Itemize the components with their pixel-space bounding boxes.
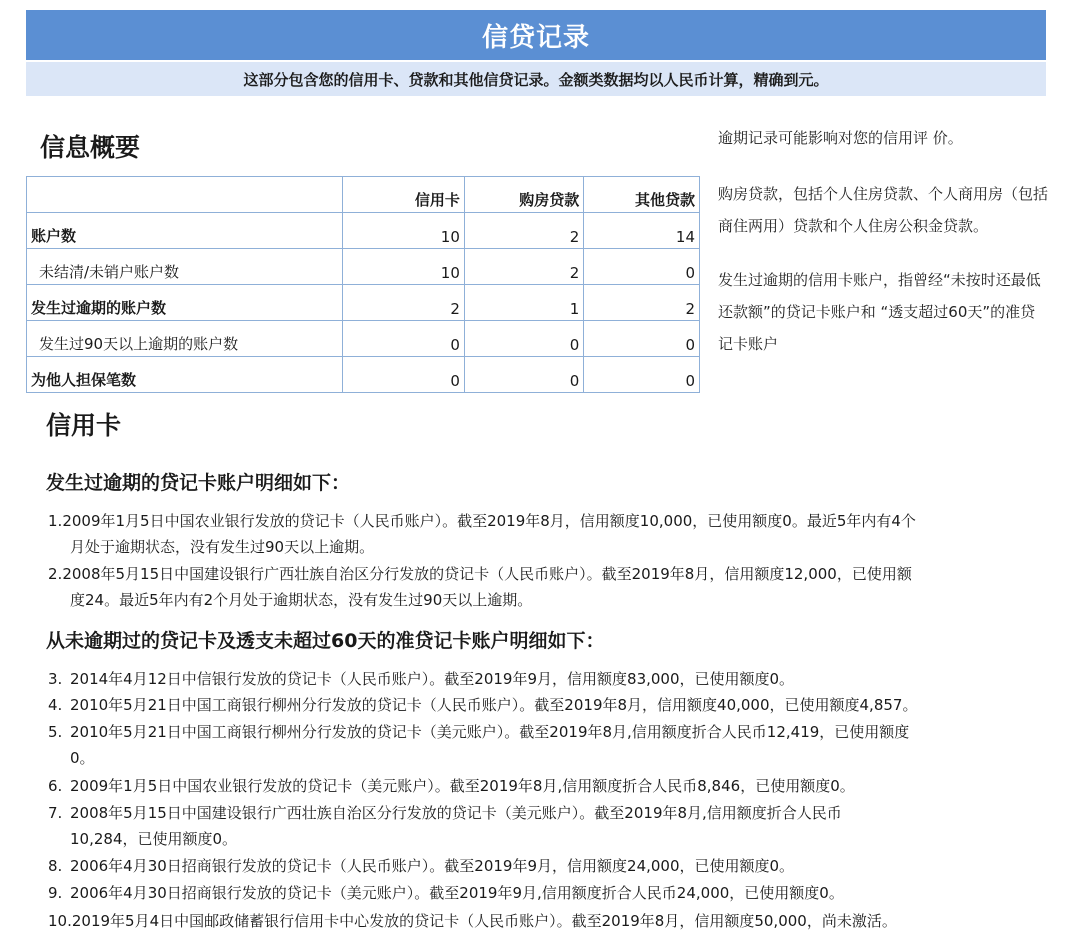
item-text: 2009年1月5日中国农业银行发放的贷记卡（人民币账户）。截至2019年8月，信用额度10,000，已使用额度0。最近5年内有4个 <box>62 512 916 530</box>
item-number: 8. <box>48 857 63 875</box>
list-item <box>48 773 1048 799</box>
row-label: 为他人担保笔数 <box>27 357 343 393</box>
list-item <box>48 880 1048 906</box>
overdue-accounts-heading: 发生过逾期的贷记卡账户明细如下： <box>46 472 351 494</box>
item-text-continued: 度24。最近5年内有2个月处于逾期状态，没有发生过90天以上逾期。 <box>70 591 533 609</box>
item-number: 2. <box>48 565 63 583</box>
row-label: 发生过90天以上逾期的账户数 <box>27 321 343 357</box>
header-cell-mortgage: 购房贷款 <box>464 177 583 213</box>
item-text-continued: 10,284，已使用额度0。 <box>70 830 238 848</box>
list-item <box>48 719 1048 771</box>
list-item <box>48 908 1048 934</box>
cell-value: 0 <box>464 357 583 393</box>
cell-value: 10 <box>343 213 464 249</box>
item-text: 2009年1月5日中国农业银行发放的贷记卡（美元账户）。截至2019年8月,信用额度折合人民币8,846，已使用额度0。 <box>70 777 855 795</box>
section-subtitle: 这部分包含您的信用卡、贷款和其他信贷记录。金额类数据均以人民币计算，精确到元。 <box>243 70 829 89</box>
table-row <box>27 213 700 249</box>
item-text-continued: 0。 <box>70 749 95 767</box>
table-row <box>27 285 700 321</box>
note-mortgage-definition: 购房贷款，包括个人住房贷款、个人商用房（包括商住两用）贷款和个人住房公积金贷款。 <box>718 185 1049 235</box>
overview-table-header <box>27 177 700 213</box>
cell-value: 2 <box>464 213 583 249</box>
cell-value: 0 <box>343 357 464 393</box>
cell-value: 10 <box>343 249 464 285</box>
item-number: 3. <box>48 670 63 688</box>
item-number: 9. <box>48 884 63 902</box>
cell-value: 1 <box>464 285 583 321</box>
cell-value: 0 <box>584 321 700 357</box>
section-title: 信贷记录 <box>481 22 590 53</box>
item-text: 2010年5月21日中国工商银行柳州分行发放的贷记卡（美元账户）。截至2019年8月,信用额度折合人民币12,419，已使用额度 <box>70 723 910 741</box>
side-notes <box>718 122 1048 382</box>
credit-card-heading: 信用卡 <box>46 411 122 440</box>
table-row <box>27 321 700 357</box>
cell-value: 0 <box>343 321 464 357</box>
list-item <box>48 692 1048 718</box>
section-title-bar <box>26 10 1046 60</box>
list-item <box>48 666 1048 692</box>
cell-value: 14 <box>584 213 700 249</box>
list-item <box>48 853 1048 879</box>
row-label: 发生过逾期的账户数 <box>27 285 343 321</box>
item-text: 2006年4月30日招商银行发放的贷记卡（人民币账户）。截至2019年9月，信用额度24,000，已使用额度0。 <box>70 857 795 875</box>
header-cell-other-loans: 其他贷款 <box>584 177 700 213</box>
overview-table <box>26 176 700 393</box>
header-cell-blank <box>27 177 343 213</box>
table-row <box>27 357 700 393</box>
header-cell-credit-card: 信用卡 <box>343 177 464 213</box>
item-number: 1. <box>48 512 63 530</box>
item-text: 2008年5月15日中国建设银行广西壮族自治区分行发放的贷记卡（人民币账户）。截至2019年8月，信用额度12,000，已使用额 <box>62 565 912 583</box>
item-number: 10. <box>48 912 72 930</box>
cell-value: 2 <box>584 285 700 321</box>
cell-value: 0 <box>464 321 583 357</box>
item-text: 2014年4月12日中信银行发放的贷记卡（人民币账户）。截至2019年9月，信用额度83,000，已使用额度0。 <box>70 670 795 688</box>
item-text-continued: 月处于逾期状态，没有发生过90天以上逾期。 <box>70 538 375 556</box>
section-subtitle-bar <box>26 62 1046 96</box>
overview-heading: 信息概要 <box>40 133 141 162</box>
cell-value: 2 <box>464 249 583 285</box>
note-overdue-impact: 逾期记录可能影响对您的信用评 价。 <box>718 129 963 147</box>
cell-value: 0 <box>584 249 700 285</box>
item-number: 7. <box>48 804 63 822</box>
item-text: 2010年5月21日中国工商银行柳州分行发放的贷记卡（人民币账户）。截至2019年8月，信用额度40,000，已使用额度4,857。 <box>70 696 918 714</box>
item-number: 6. <box>48 777 63 795</box>
item-text: 2008年5月15日中国建设银行广西壮族自治区分行发放的贷记卡（美元账户）。截至2019年8月,信用额度折合人民币 <box>70 804 842 822</box>
row-label: 账户数 <box>27 213 343 249</box>
row-label: 未结清/未销户账户数 <box>27 249 343 285</box>
list-item <box>48 800 1048 852</box>
normal-accounts-heading: 从未逾期过的贷记卡及透支未超过60天的准贷记卡账户明细如下： <box>46 630 605 652</box>
cell-value: 2 <box>343 285 464 321</box>
table-row <box>27 249 700 285</box>
note-overdue-definition: 发生过逾期的信用卡账户，指曾经“未按时还最低还款额”的贷记卡账户和 “透支超过60天”的准贷记卡账户 <box>718 271 1041 353</box>
item-number: 5. <box>48 723 63 741</box>
list-item <box>48 508 1048 560</box>
list-item <box>48 561 1048 613</box>
cell-value: 0 <box>584 357 700 393</box>
item-text: 2006年4月30日招商银行发放的贷记卡（美元账户）。截至2019年9月,信用额度折合人民币24,000，已使用额度0。 <box>70 884 844 902</box>
item-number: 4. <box>48 696 63 714</box>
item-text: 2019年5月4日中国邮政储蓄银行信用卡中心发放的贷记卡（人民币账户）。截至2019年8月，信用额度50,000，尚未激活。 <box>71 912 897 930</box>
